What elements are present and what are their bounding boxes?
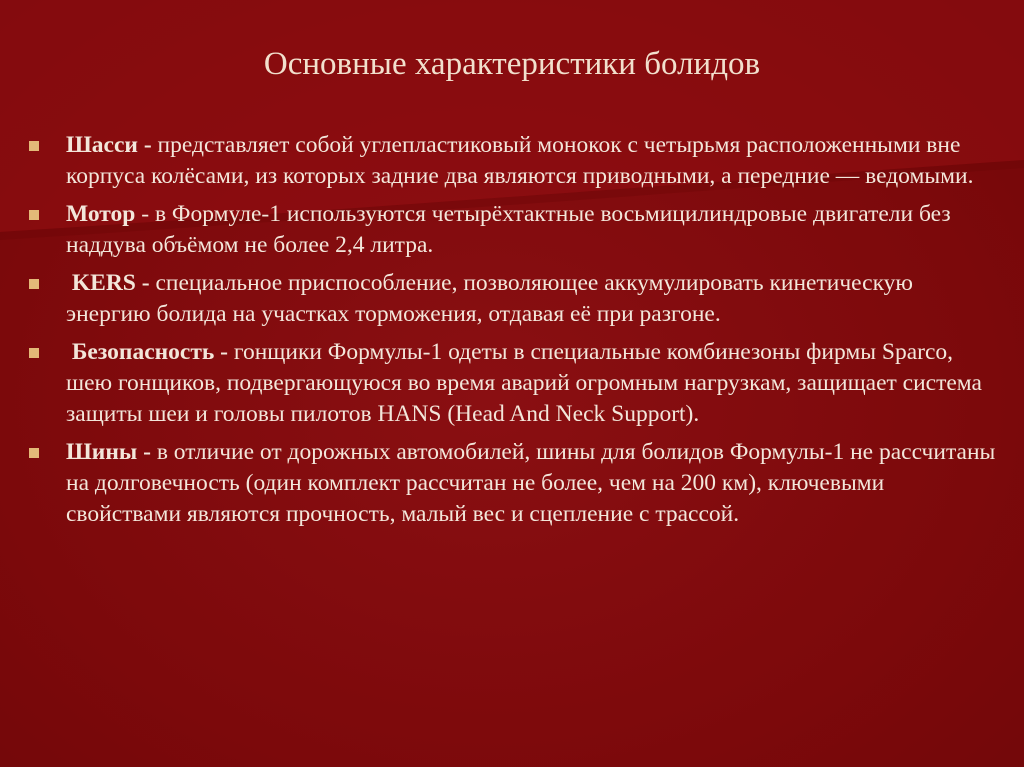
square-bullet-icon [29,279,39,289]
feature-list [28,130,998,537]
square-bullet-icon [29,210,39,220]
list-item-tires [28,437,998,530]
item-term: Безопасность - [71,339,229,365]
item-text: в отличие от дорожных автомобилей, шины для болидов Формулы-1 не рассчитаны на долговечность (один комплект рассчитан не более, чем на 200 км), ключевыми свойствами являются прочность, малый вес и сцепление с трассой. [66,439,996,527]
list-item-safety [28,337,998,430]
item-text: гонщики Формулы-1 одеты в специальные комбинезоны фирмы Sparco, шею гонщиков, подвергающуюся во время аварий огромным нагрузкам, защищает система защиты шеи и головы пилотов HANS (Head And Neck Support). [66,339,982,427]
item-text: специальное приспособление, позволяющее аккумулировать кинетическую энергию болида на участках торможения, отдавая её при разгоне. [66,270,913,327]
list-item-engine [28,199,998,261]
list-item-kers [28,268,998,330]
square-bullet-icon [29,141,39,151]
item-term: Мотор [66,201,136,227]
list-item-chassis [28,130,998,192]
item-term: Шины - [66,439,151,465]
item-text: представляет собой углепластиковый монокок с четырьмя расположенными вне корпуса колёсами, из которых задние два являются приводными, а передние — ведомыми. [66,132,974,189]
item-term: KERS - [71,270,150,296]
item-text: - в Формуле-1 используются четырёхтактные восьмицилиндровые двигатели без наддува объёмом не более 2,4 литра. [66,201,951,258]
square-bullet-icon [29,348,39,358]
item-term: Шасси - [66,132,152,158]
square-bullet-icon [29,448,39,458]
slide-title: Основные характеристики болидов [263,46,761,82]
